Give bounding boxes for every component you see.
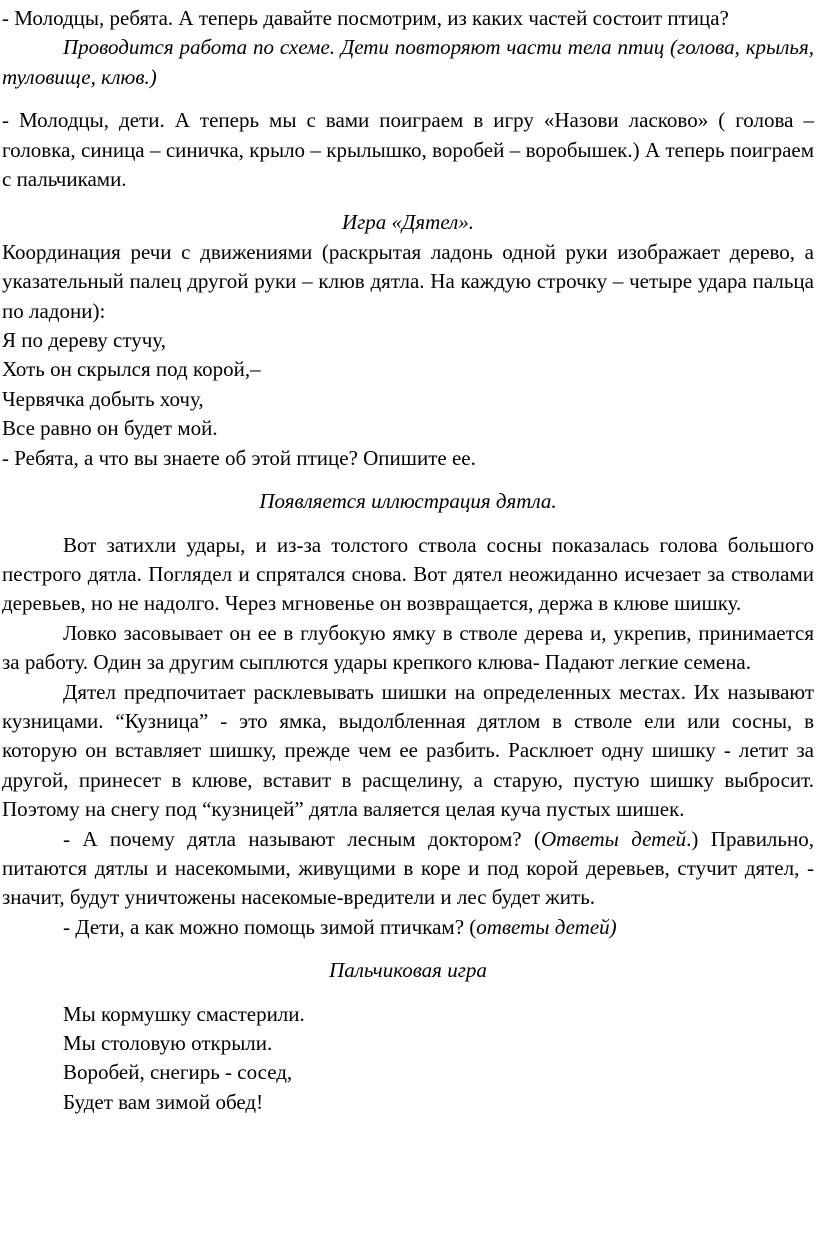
heading-illustration: Появляется иллюстрация дятла. bbox=[259, 489, 557, 514]
poem-line: Я по дереву стучу, bbox=[2, 328, 166, 353]
heading-finger-game: Пальчиковая игра bbox=[329, 958, 487, 983]
forest-doctor-answer: .) Правильно, питаются дятлы и насекомыми, живущими в коре и под корой деревьев, стучит дятел, - значит, будут уничтожены насекомые-вредители и лес будет жить. bbox=[2, 826, 814, 910]
forest-doctor-paragraph bbox=[2, 825, 814, 913]
spacer bbox=[2, 517, 814, 531]
story-paragraph-1: Вот затихли удары, и из-за толстого ствола сосны показалась голова большого пестрого дятла. Поглядел и спрятался снова. Вот дятел неожиданно исчезает за стволами деревьев, но не надолго. Через мгновенье он возвращается, держа в клюве шишку. bbox=[2, 532, 814, 616]
forest-doctor-question: - А почему дятла называют лесным доктором? ( bbox=[63, 826, 541, 851]
coordination-instructions: Координация речи с движениями (раскрытая ладонь одной руки изображает дерево, а указательный палец другой руки – клюв дятла. На каждую строчку – четыре удара пальца по ладони): bbox=[2, 239, 814, 323]
story-paragraph-2: Ловко засовывает он ее в глубокую ямку в стволе дерева и, укрепив, принимается за работу. Один за другим сыплются удары крепкого клюва- Падают легкие семена. bbox=[2, 620, 814, 675]
winter-help-question: - Дети, а как можно помощь зимой птичкам? ( bbox=[63, 914, 477, 939]
spacer bbox=[2, 194, 814, 208]
story-paragraph-3: Дятел предпочитает расклевывать шишки на определенных местах. Их называют кузницами. “Кузница” - это ямка, выдолбленная дятлом в стволе ели или сосны, в которую он вставляет шишку, прежде чем ее разбить. Расклюет одну шишку - летит за другой, принесет в клюве, вставит в расщелину, а старую, пустую шишку выбросит. Поэтому на снегу под “кузницей” дятла валяется целая куча пустых шишек. bbox=[2, 679, 814, 822]
feeder-poem bbox=[63, 1000, 814, 1118]
spacer bbox=[2, 92, 814, 106]
woodpecker-poem bbox=[2, 326, 814, 444]
intro-question: - Молодцы, ребята. А теперь давайте посмотрим, из каких частей состоит птица? bbox=[2, 6, 729, 30]
game-affectionate-names: - Молодцы, дети. А теперь мы с вами поиграем в игру «Назови ласково» ( голова – головка, синица – синичка, крыло – крылышко, воробей – воробышек.) А теперь поиграем с пальчиками. bbox=[2, 108, 814, 192]
spacer bbox=[2, 942, 814, 956]
poem-line: Мы кормушку смастерили. bbox=[63, 1001, 305, 1026]
scheme-work-note: Проводится работа по схеме. Дети повторяют части тела птиц (голова, крылья, туловище, клюв.) bbox=[2, 35, 814, 89]
poem-line: Хоть он скрылся под корой,– bbox=[2, 357, 261, 382]
describe-bird-question: - Ребята, а что вы знаете об этой птице? Опишите ее. bbox=[2, 445, 476, 470]
children-answers-note: ответы детей) bbox=[476, 914, 617, 939]
spacer bbox=[2, 473, 814, 487]
winter-help-paragraph bbox=[2, 913, 814, 942]
poem-line: Червячка добыть хочу, bbox=[2, 386, 204, 411]
spacer bbox=[2, 986, 814, 1000]
poem-line: Воробей, снегирь - сосед, bbox=[63, 1060, 293, 1085]
heading-woodpecker-game: Игра «Дятел». bbox=[341, 210, 475, 235]
children-answers-note: Ответы детей bbox=[541, 826, 687, 851]
poem-line: Все равно он будет мой. bbox=[2, 416, 218, 441]
poem-line: Будет вам зимой обед! bbox=[63, 1089, 264, 1114]
poem-line: Мы столовую открыли. bbox=[63, 1031, 273, 1055]
